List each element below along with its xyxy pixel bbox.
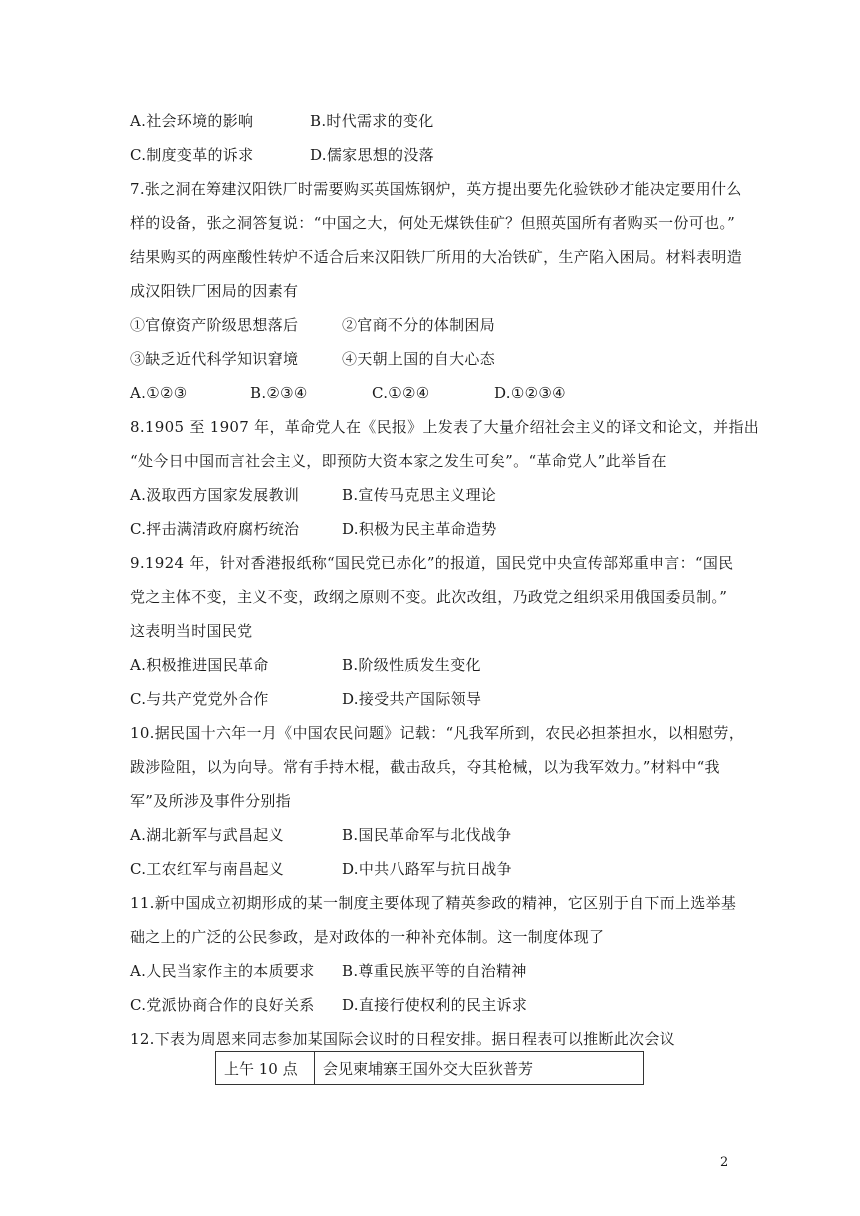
- q10-option-a: A.湖北新军与武昌起义: [130, 826, 284, 844]
- q7-options-row: [130, 383, 566, 403]
- q6-option-d: D.儒家思想的没落: [310, 146, 434, 164]
- q7-option-d: D.①②③④: [494, 384, 566, 402]
- q8-option-c: C.抨击满清政府腐朽统治: [130, 520, 300, 538]
- q11-options-row-2: [130, 995, 528, 1015]
- q11-option-b: B.尊重民族平等的自治精神: [342, 962, 527, 980]
- q7-option-a: A.①②③: [130, 384, 188, 402]
- q6-option-a: A.社会环境的影响: [130, 112, 254, 130]
- q6-options-row-1: [130, 111, 434, 131]
- q7-option-b: B.②③④: [250, 384, 308, 402]
- q7-stem-line-3: 结果购买的两座酸性转炉不适合后来汉阳铁厂所用的大冶铁矿，生产陷入困局。材料表明造: [130, 248, 743, 266]
- q9-options-row-2: [130, 689, 482, 709]
- q7-items-row-1: [130, 315, 496, 335]
- q8-option-a: A.汲取西方国家发展教训: [130, 486, 300, 504]
- q7-stem-line-1: 7.张之洞在筹建汉阳铁厂时需要购买英国炼钢炉，英方提出要先化验铁砂才能决定要用什么: [130, 180, 742, 198]
- q8-stem-line-2: “处今日中国而言社会主义，即预防大资本家之发生可矣”。“革命党人”此举旨在: [130, 452, 667, 470]
- q9-option-b: B.阶级性质发生变化: [342, 656, 481, 674]
- q8-stem-line-1: 8.1905 至 1907 年，革命党人在《民报》上发表了大量介绍社会主义的译文和论文，并指出: [130, 418, 760, 436]
- table-row: [216, 1052, 644, 1085]
- q11-options-row-1: [130, 961, 527, 981]
- q10-option-c: C.工农红军与南昌起义: [130, 860, 285, 878]
- q10-option-d: D.中共八路军与抗日战争: [342, 860, 512, 878]
- q8-options-row-1: [130, 485, 497, 505]
- q9-option-c: C.与共产党党外合作: [130, 690, 269, 708]
- q7-item-3: ③缺乏近代科学知识窘境: [130, 350, 299, 368]
- q9-stem-line-2: 党之主体不变，主义不变，政纲之原则不变。此次改组，乃政党之组织采用俄国委员制。”: [130, 588, 728, 606]
- q9-stem-line-3: 这表明当时国民党: [130, 622, 253, 640]
- q11-option-c: C.党派协商合作的良好关系: [130, 996, 315, 1014]
- q6-option-b: B.时代需求的变化: [310, 112, 434, 130]
- q6-option-c: C.制度变革的诉求: [130, 146, 254, 164]
- q8-options-row-2: [130, 519, 497, 539]
- q10-options-row-2: [130, 859, 512, 879]
- q10-option-b: B.国民革命军与北伐战争: [342, 826, 512, 844]
- q7-item-4: ④天朝上国的自大心态: [342, 350, 496, 368]
- q8-option-d: D.积极为民主革命造势: [342, 520, 497, 538]
- q10-options-row-1: [130, 825, 512, 845]
- q7-item-2: ②官商不分的体制困局: [342, 316, 496, 334]
- q9-option-a: A.积极推进国民革命: [130, 656, 269, 674]
- q10-stem-line-1: 10.据民国十六年一月《中国农民问题》记载：“凡我军所到，农民必担茶担水，以相慰劳，: [130, 724, 745, 742]
- page-number: 2: [720, 1155, 729, 1170]
- q8-option-b: B.宣传马克思主义理论: [342, 486, 497, 504]
- q10-stem-line-3: 军”及所涉及事件分别指: [130, 792, 291, 810]
- q7-stem-line-2: 样的设备，张之洞答复说：“中国之大，何处无煤铁佳矿？但照英国所有者购买一份可也。”: [130, 214, 736, 232]
- q9-stem-line-1: 9.1924 年，针对香港报纸称“国民党已赤化”的报道，国民党中央宣传部郑重申言：“国民: [130, 554, 734, 572]
- q10-stem-line-2: 跋涉险阻，以为向导。常有手持木棍，截击敌兵，夺其枪械，以为我军效力。”材料中“我: [130, 758, 720, 776]
- q7-option-c: C.①②④: [372, 384, 430, 402]
- q11-stem-line-2: 础之上的广泛的公民参政，是对政体的一种补充体制。这一制度体现了: [130, 928, 605, 946]
- schedule-time-cell: 上午 10 点: [216, 1052, 315, 1085]
- q7-stem-line-4: 成汉阳铁厂困局的因素有: [130, 282, 299, 300]
- q9-options-row-1: [130, 655, 481, 675]
- q7-items-row-2: [130, 349, 496, 369]
- q6-options-row-2: [130, 145, 434, 165]
- q9-option-d: D.接受共产国际领导: [342, 690, 482, 708]
- schedule-event-cell: 会见柬埔寨王国外交大臣狄普芳: [315, 1052, 644, 1085]
- q11-option-d: D.直接行使权利的民主诉求: [342, 996, 528, 1014]
- q7-item-1: ①官僚资产阶级思想落后: [130, 316, 299, 334]
- q11-option-a: A.人民当家作主的本质要求: [130, 962, 315, 980]
- q11-stem-line-1: 11.新中国成立初期形成的某一制度主要体现了精英参政的精神，它区别于自下而上选举基: [130, 894, 737, 912]
- schedule-table: [215, 1051, 644, 1085]
- q12-stem-line-1: 12.下表为周恩来同志参加某国际会议时的日程安排。据日程表可以推断此次会议: [130, 1030, 675, 1048]
